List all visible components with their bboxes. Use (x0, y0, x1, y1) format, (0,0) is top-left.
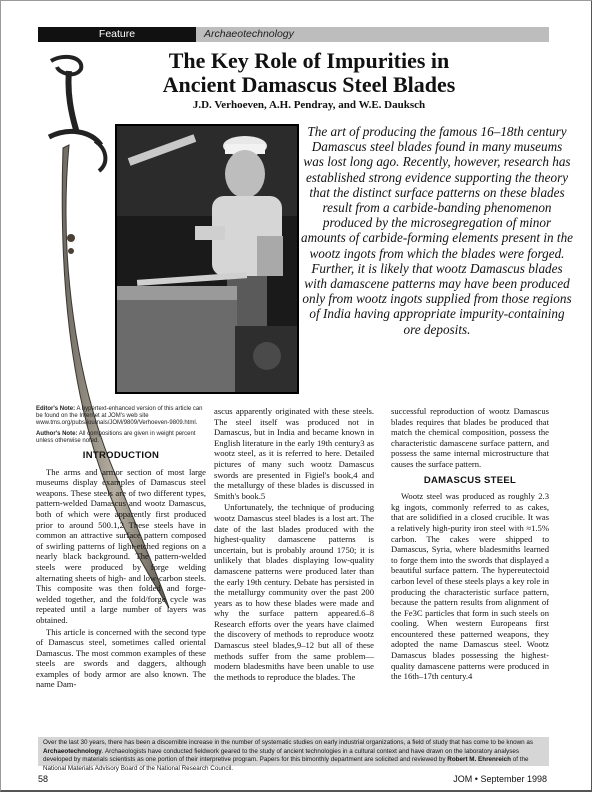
page-number: 58 (38, 774, 49, 784)
article-abstract: The art of producing the famous 16–18th century Damascus steel blades found in many museums was lost long ago. Recently, however, research has established strong evidence supporting the theory that the distinct surface patterns on these blades result from a carbide-banding phenomenon produced by the microsegregation of minor amounts of carbide-forming elements present in the wootz ingots from which the blades were forged. Further, it is likely that wootz Damascus blades with damascene patterns may have been produced only from wootz ingots supplied from those regions of India having appropriate impurity-containing ore deposits. (301, 124, 574, 337)
article-title (89, 49, 529, 97)
authors-note-label: Author's Note: (36, 430, 78, 437)
footer-editor-name: Robert M. Ehrenreich (447, 756, 511, 764)
text-column-2 (214, 406, 374, 683)
authors-note (36, 431, 206, 445)
section-header (38, 27, 549, 42)
text-column-1 (36, 406, 206, 691)
bladesmith-photo (115, 124, 299, 394)
footer-term: Archaeotechnology (43, 747, 102, 755)
editors-note-text: A hypertext-enhanced version of this article can be found on the Internet at JOM's web site www.tms.org/pubs/journals/JOM/9809/Verhoeven-9809.html. (36, 406, 203, 427)
title-line-1: The Key Role of Impurities in (168, 48, 450, 73)
footer-text: of the National Materials Advisory Board of the National Research Council. (43, 756, 529, 772)
body-paragraph: successful reproduction of wootz Damascus blades requires that blades be produced that match the chemical composition, possess the characteristic damascene surface pattern, and possess the same internal microstructure that causes the surface pattern. (391, 406, 549, 469)
footer-text: Over the last 30 years, there has been a discernible increase in the number of systematic studies on early industrial organizations, a field of study that has come to be known as (43, 739, 534, 746)
body-paragraph: Unfortunately, the technique of producing wootz Damascus steel blades is a lost art. The date of the last blades produced with the highest-quality damascene patterns is uncertain, but is probably around 1750; it is unlikely that blades displaying low-quality damascene patterns were produced later than the early 19th century. Debate has persisted in the metallurgy community over the past 200 years as to how these blades were made and why the surface pattern appeared.6–8 Research efforts over the years have claimed the discovery of methods to reproduce wootz Damascus steel blades,9–12 but all of these methods suffer from the same problem—modern bladesmiths have been unable to use the methods to reproduce the blades. The (214, 502, 374, 682)
body-paragraph: The arms and armor section of most large museums display examples of Damascus steel weapons. These steels are of two different types, pattern-welded Damascus and wootz Damascus, both of which were apparently first produced prior to around 500.1,2 These steels have in common an attractive surface pattern composed of swirling patterns of light-etched regions on a nearly black background. The pattern-welded steels were produced by forge welding alternating sheets of high- and low-carbon steels. This composite was then folded and forge-welded together, and the fold/forge cycle was repeated until a large number of layers was obtained. (36, 466, 206, 625)
author-byline: J.D. Verhoeven, A.H. Pendray, and W.E. Dauksch (192, 99, 426, 111)
department-description-box (38, 737, 549, 772)
section-heading-damascus-steel: DAMASCUS STEEL (423, 474, 517, 486)
editors-note-label: Editor's Note: (36, 406, 76, 412)
body-paragraph: Wootz steel was produced as roughly 2.3 kg ingots, commonly referred to as cakes, that are solidified in a closed crucible. It was a relatively high-purity iron steel with ≈1.5% carbon. The cakes were shipped to Damascus, Syria, where bladesmiths learned to forge them into the swords that displayed a beautiful surface pattern. The hypereutectoid carbon level of these steels plays a key role in producing the characteristic surface pattern, because the pattern results from alignment of the Fe3C particles that form in such steels on cooling. When western Europeans first encountered these patterned weapons, they adopted the name Damascus steel. Wootz Damascus blades possessing the highest-quality damascene patterns were produced in the 16th–17th century.4 (391, 491, 549, 682)
editors-note (36, 406, 206, 428)
category-label: Archaeotechnology (196, 27, 549, 42)
section-heading-introduction: INTRODUCTION (82, 450, 160, 462)
footer-text: . Archaeologists have conducted fieldwork geared to the study of ancient technologies in a cultural context and have drawn on the laboratory analyses developed by materials scientists as one portion of their interpretive program. Papers for this bimonthly department are solicited and reviewed by (43, 747, 520, 764)
section-label: Feature (38, 27, 196, 42)
body-paragraph: This article is concerned with the second type of Damascus steel, sometimes called oriental Damascus. The most common examples of these steels are swords and daggers, although examples of body armor are also known. The name Dam- (36, 626, 206, 690)
title-line-2: Ancient Damascus Steel Blades (162, 72, 456, 97)
authors-note-text: All compositions are given in weight percent unless otherwise noted. (36, 430, 196, 444)
body-paragraph: ascus apparently originated with these steels. The steel itself was produced not in Damascus, but in India and became known in English literature in the early 19th century3 as wootz steel, as it is referred to here. Detailed pictures of many such wootz Damascus swords are presented in Figiel's book,4 and the metallurgy of these blades is discussed in Smith's book.5 (214, 406, 374, 501)
journal-issue: JOM • September 1998 (453, 774, 547, 784)
text-column-3 (391, 406, 549, 683)
